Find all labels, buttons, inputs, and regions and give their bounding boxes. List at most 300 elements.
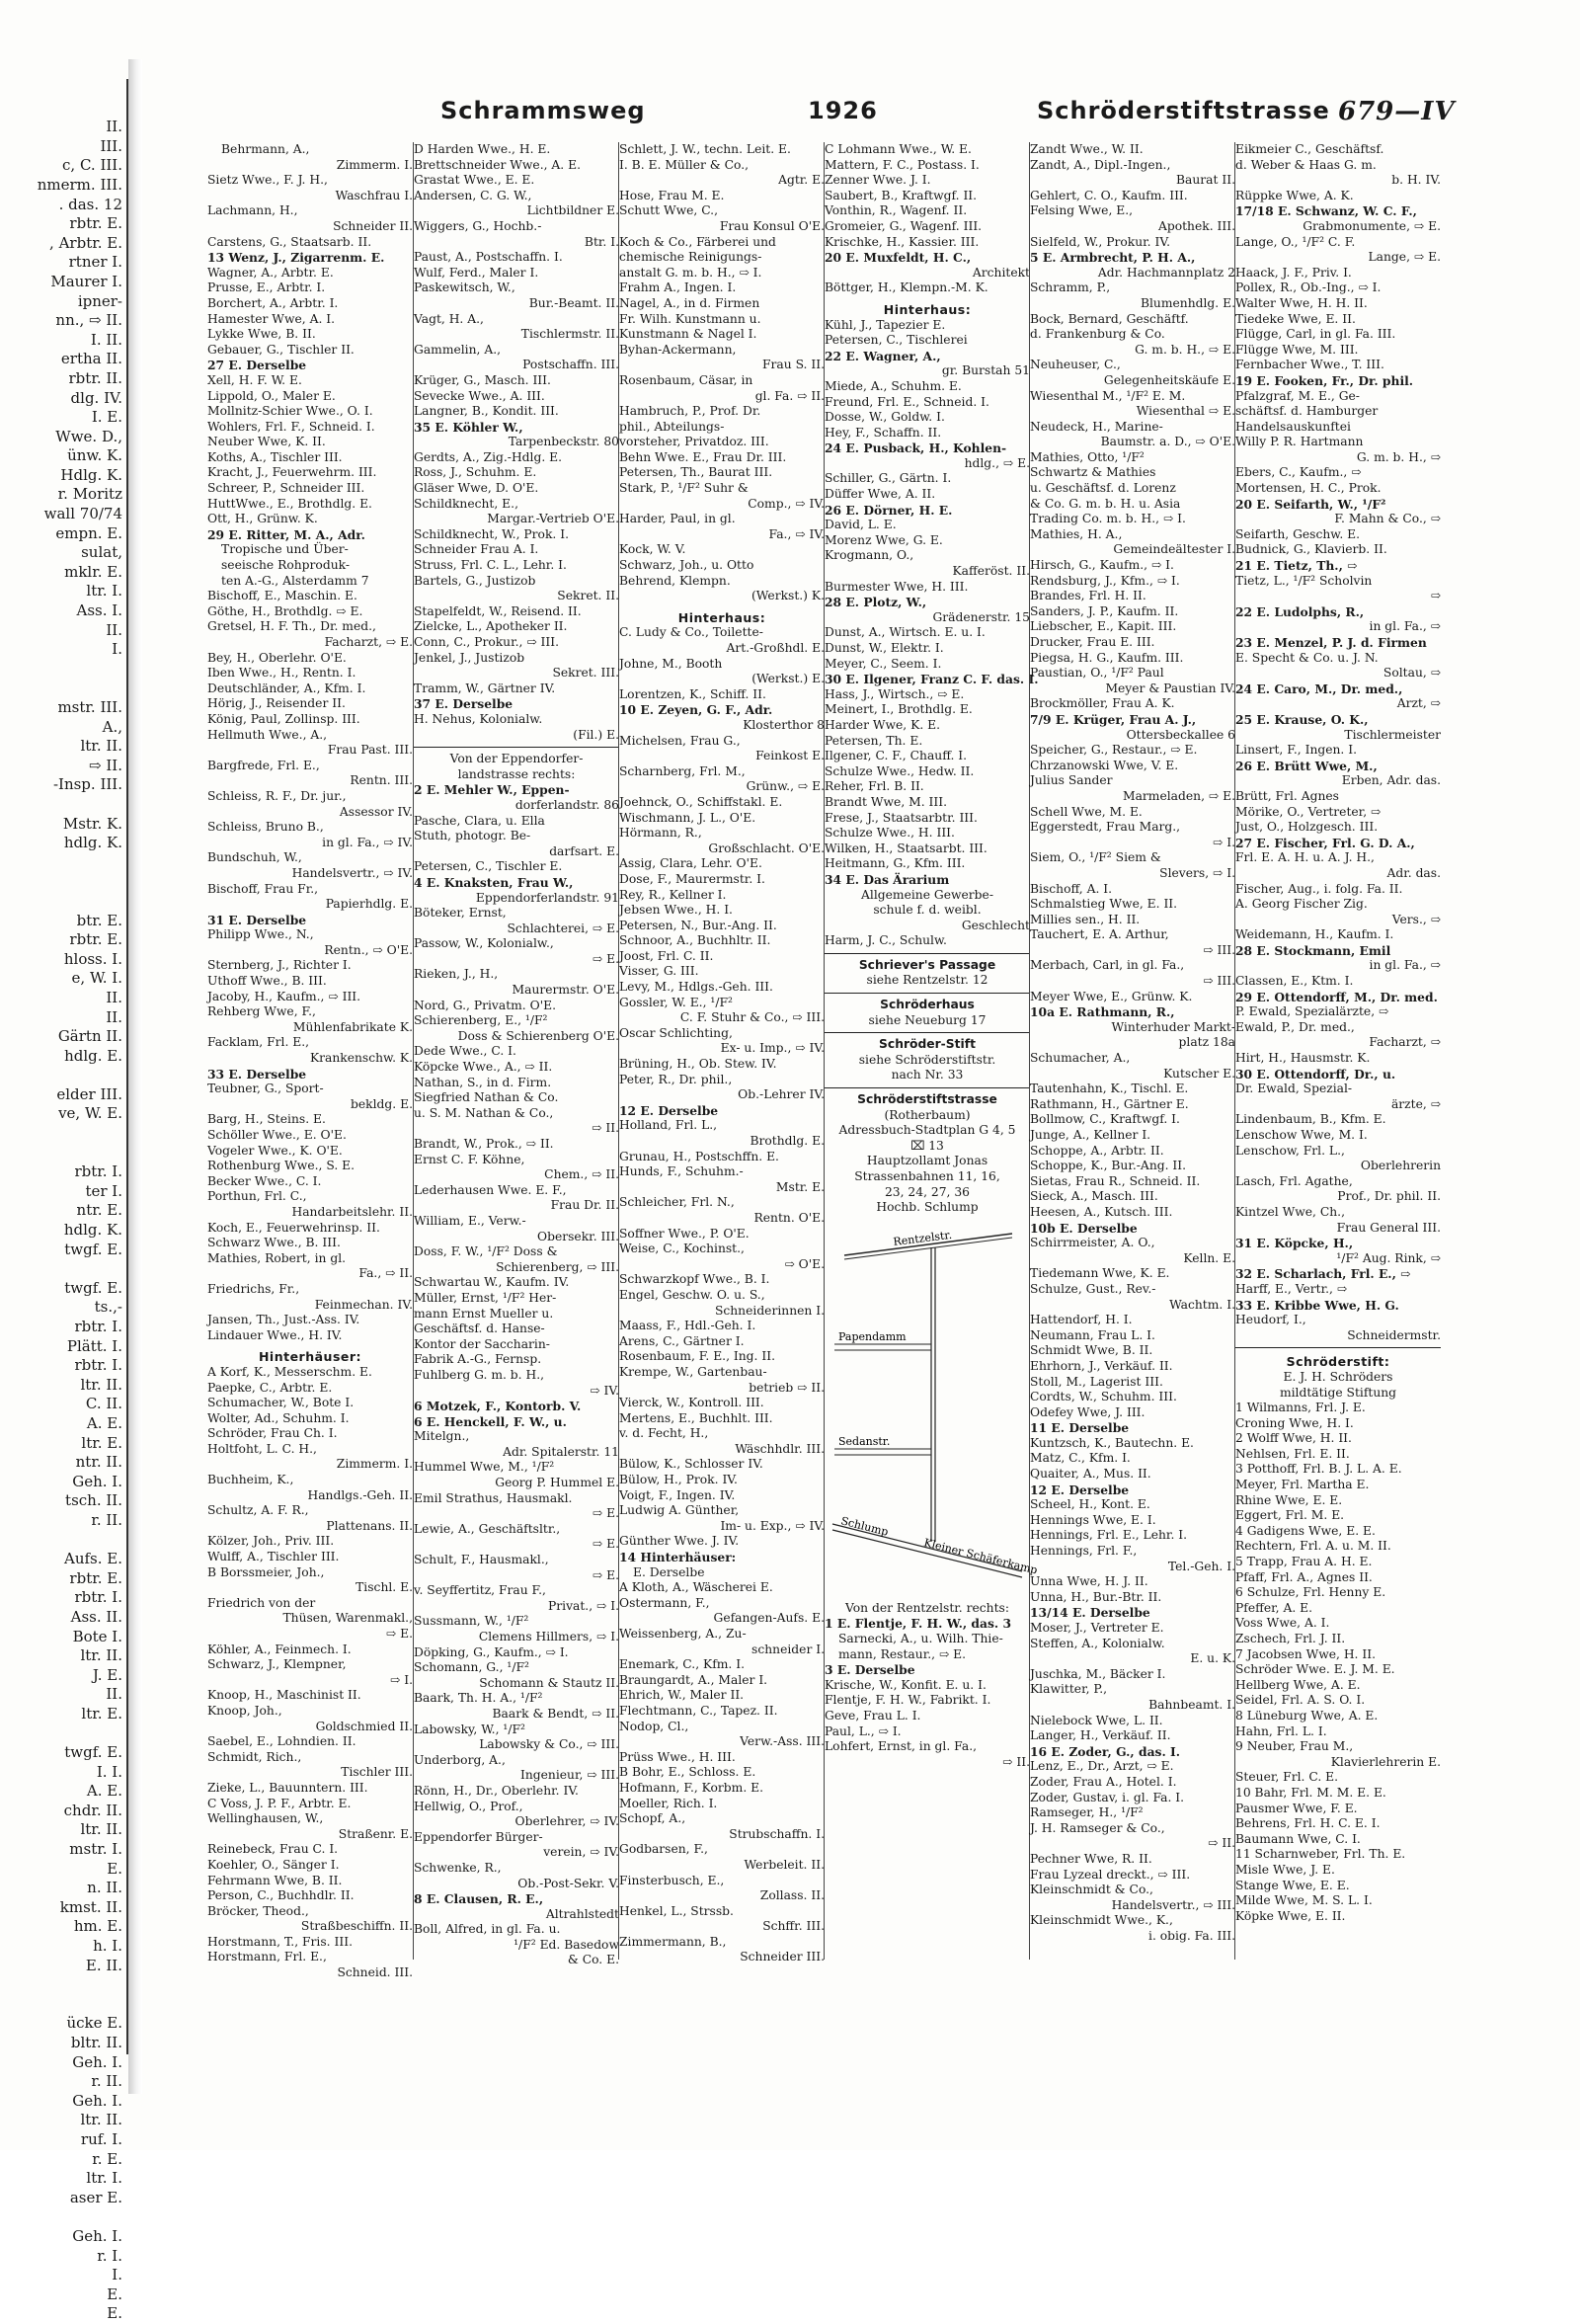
directory-entry: Frl. E. A. H. u. A. J. H., — [1235, 850, 1375, 865]
directory-entry: Sieck, A., Masch. III. — [1030, 1189, 1158, 1204]
directory-entry: Schlachterei, ⇨ E. — [507, 921, 619, 935]
directory-entry: Rendsburg, J., Kfm., ⇨ I. — [1030, 573, 1180, 588]
directory-entry: Milde Wwe, M. S. L. I. — [1235, 1893, 1373, 1908]
directory-entry: Schwarzkopf Wwe., B. I. — [619, 1272, 770, 1287]
directory-entry: Ewald, P., Dr. med., — [1235, 1019, 1355, 1034]
directory-entry: v. d. Fecht, H., — [619, 1426, 709, 1441]
directory-entry: Zollass. II. — [759, 1888, 825, 1903]
directory-entry: Joehnck, O., Schiffstakl. E. — [619, 794, 783, 809]
directory-entry: Becker Wwe., C. I. — [207, 1173, 322, 1188]
prev-page-fragment: II. — [106, 1685, 122, 1704]
prev-page-fragment: Plätt. I. — [66, 1336, 122, 1355]
directory-entry: Brothdlg. E. — [750, 1134, 825, 1148]
prev-page-fragment — [0, 1259, 126, 1279]
directory-entry: 5 E. Armbrecht, P. H. A., — [1030, 250, 1196, 266]
directory-entry: Lederhausen Wwe. E. F., — [414, 1182, 567, 1197]
directory-entry: Gossler, W. E., ¹/F² — [619, 995, 733, 1009]
directory-entry: Schramm, P., — [1030, 280, 1111, 295]
directory-entry: Adr. Hachmannplatz 2 — [1097, 265, 1235, 280]
directory-entry: Stark, P., ¹/F² Suhr & — [619, 481, 749, 496]
directory-entry: 11 E. Derselbe — [1030, 1420, 1130, 1436]
directory-entry: (Fil.) E. — [573, 727, 619, 742]
prev-page-fragment — [0, 679, 126, 698]
map-street-label: Rentzelstr. — [892, 1228, 953, 1248]
directory-entry: Paepke, C., Arbtr. E. — [207, 1380, 333, 1395]
directory-entry: Ilgener, C. F., Chauff. I. — [825, 749, 968, 763]
directory-entry: Mörike, O., Vertreter, ⇨ — [1235, 804, 1382, 819]
directory-entry: Schildknecht, W., Prok. I. — [414, 526, 569, 541]
directory-entry: Koehler, O., Sänger I. — [207, 1857, 340, 1872]
directory-entry: Adressbuch-Stadtplan G 4, 5 — [838, 1123, 1016, 1138]
directory-columns — [207, 142, 1442, 1980]
directory-entry: Schildknecht, E., — [414, 496, 518, 511]
directory-entry: 4 Gadigens Wwe, E. E. — [1235, 1523, 1376, 1538]
map-street-label: Schlump — [839, 1514, 890, 1539]
directory-entry: Baark & Bendt, ⇨ II. — [492, 1706, 619, 1721]
directory-entry: chemische Reinigungs- — [619, 250, 762, 265]
directory-entry: Fr. Wilh. Kunstmann u. — [619, 311, 761, 326]
prev-page-fragment: rbtr. E. — [69, 930, 122, 949]
directory-entry: Heesen, A., Kutsch. III. — [1030, 1204, 1173, 1219]
directory-entry: 37 E. Derselbe — [414, 696, 514, 712]
directory-entry: Schmalstieg Wwe, E. II. — [1030, 897, 1178, 912]
directory-entry: Maass, F., Hdl.-Geh. I. — [619, 1319, 756, 1333]
directory-entry: Hattendorf, H. I. — [1030, 1313, 1133, 1327]
directory-entry: Kühl, J., Tapezier E. — [825, 317, 946, 332]
directory-entry: 10 E. Zeyen, G. F., Adr. — [619, 702, 773, 718]
prev-page-fragment: ruf. I. — [80, 2129, 122, 2148]
directory-entry: Brüning, H., Ob. Stew. IV. — [619, 1057, 777, 1072]
directory-entry: Wiesenthal M., ¹/F² E. M. — [1030, 388, 1186, 403]
directory-entry: Ob.-Lehrer IV. — [738, 1087, 825, 1102]
prev-page-fragment: I. — [112, 640, 122, 659]
directory-entry: Günther Wwe. J. IV. — [619, 1534, 740, 1549]
directory-entry: Hunds, F., Schuhm.- — [619, 1164, 744, 1179]
directory-entry: Von der Rentzelstr. rechts: — [845, 1600, 1009, 1615]
directory-entry: Mstr. E. — [775, 1179, 825, 1194]
directory-entry: Zimmerm. I. — [336, 157, 413, 172]
directory-entry: Godbarsen, F., — [619, 1842, 708, 1857]
directory-entry: Michelsen, Frau G., — [619, 733, 741, 748]
directory-entry: B Bohr, E., Schloss. E. — [619, 1765, 756, 1780]
directory-entry: Kutscher E. — [1163, 1066, 1235, 1081]
directory-entry: Schleicher, Frl. N., — [619, 1195, 735, 1210]
directory-entry: Gemeindeältester I. — [1113, 542, 1235, 557]
prev-page-fragment: Gärtn II. — [57, 1027, 122, 1046]
prev-page-fragment: E. — [107, 1859, 122, 1878]
directory-entry: betrieb ⇨ II. — [749, 1380, 825, 1395]
directory-entry: Bischoff, Frau Fr., — [207, 881, 319, 896]
directory-entry: Facklam, Frl. E., — [207, 1035, 310, 1050]
prev-page-fragment: A. E. — [86, 1413, 122, 1432]
directory-entry: Lindenbaum, B., Kfm. E. — [1235, 1112, 1386, 1127]
directory-entry: Doss & Schierenberg O'E. — [457, 1028, 619, 1043]
prev-page-fragment: r. E. — [92, 2149, 122, 2168]
map-street-label: Papendamm — [838, 1329, 907, 1343]
directory-entry: Behrmann, A., — [221, 142, 310, 156]
directory-entry: Handelsauskunftei — [1235, 419, 1351, 434]
prev-page-fragment: ve, W. E. — [58, 1104, 122, 1123]
directory-entry: Großschlacht. O'E. — [708, 841, 825, 855]
directory-entry: Meyer, Frl. Martha E. — [1235, 1478, 1370, 1492]
directory-entry: (Werkst.) E. — [751, 672, 825, 686]
directory-entry: Emil Strathus, Hausmakl. — [414, 1490, 573, 1505]
directory-entry: Schöller Wwe., E. O'E. — [207, 1128, 347, 1142]
prev-page-fragment — [0, 1066, 126, 1085]
directory-entry: Unna Wwe, H. J. II. — [1030, 1574, 1148, 1589]
directory-entry: Henkel, L., Strssb. — [619, 1903, 734, 1918]
directory-entry: Hirsch, G., Kaufm., ⇨ I. — [1030, 558, 1174, 573]
directory-entry: Ernst C. F. Köhne, — [414, 1152, 525, 1166]
directory-entry: Hochb. Schlump — [876, 1200, 979, 1215]
prev-page-fragment: Geh. I. — [72, 2091, 122, 2110]
directory-entry: Comp., ⇨ IV. — [748, 496, 825, 511]
prev-page-fragment — [0, 660, 126, 680]
prev-page-fragment: ertha II. — [60, 350, 122, 368]
prev-page-fragment: I. — [112, 2266, 122, 2284]
directory-entry — [1235, 1347, 1441, 1348]
prev-page-fragment: Geh. I. — [72, 1472, 122, 1490]
directory-entry: Bey, H., Oberlehr. O'E. — [207, 650, 347, 665]
directory-entry: Allgemeine Gewerbe- — [861, 887, 993, 902]
directory-entry: J. H. Ramseger & Co., — [1030, 1820, 1165, 1835]
directory-entry: Paustian, O., ¹/F² Paul — [1030, 666, 1164, 681]
directory-entry: Strubschaffn. I. — [729, 1826, 825, 1841]
directory-entry: Sietas, Frau R., Schneid. II. — [1030, 1173, 1201, 1188]
directory-entry: Tauchert, E. A. Arthur, — [1030, 927, 1169, 942]
directory-entry: Handelsvertr., ⇨ III. — [1111, 1897, 1235, 1912]
directory-entry: ¹/F² Aug. Rink, ⇨ — [1336, 1250, 1441, 1265]
directory-entry: Koch, E., Feuerwehrinsp. II. — [207, 1220, 380, 1235]
directory-entry: Paul, L., ⇨ I. — [825, 1723, 902, 1738]
directory-entry: Hellberg Wwe, A. E. — [1235, 1677, 1361, 1692]
prev-page-fragment: r. I. — [97, 2246, 122, 2265]
directory-entry: Eggert, Frl. M. E. — [1235, 1508, 1345, 1523]
directory-entry: P. Ewald, Spezialärzte, ⇨ — [1235, 1004, 1389, 1019]
directory-entry: Weidemann, H., Kaufm. I. — [1235, 927, 1394, 942]
directory-entry: schule f. d. weibl. — [873, 903, 982, 918]
directory-entry: Harder, Paul, in gl. — [619, 512, 736, 526]
directory-entry: Döpking, G., Kaufm., ⇨ I. — [414, 1644, 569, 1659]
column-4 — [824, 142, 1039, 1960]
directory-entry: Pollex, R., Ob.-Ing., ⇨ I. — [1235, 280, 1382, 295]
directory-entry: Meyer Wwe, E., Grünw. K. — [1030, 989, 1193, 1003]
directory-entry: Krüger, G., Masch. III. — [414, 372, 551, 387]
directory-entry: William, E., Verw.- — [414, 1213, 526, 1228]
directory-entry: Baark, Th. H. A., ¹/F² — [414, 1691, 543, 1706]
directory-entry: ⇨ I. — [1213, 835, 1235, 849]
directory-entry: Hennings, Frl. E., Lehr. I. — [1030, 1528, 1188, 1543]
prev-page-fragment: ltr. II. — [80, 2111, 122, 2129]
directory-entry: Nielebock Wwe, L. II. — [1030, 1713, 1163, 1727]
previous-page-edge — [0, 79, 129, 2323]
directory-entry: Borchert, A., Arbtr. I. — [207, 295, 339, 310]
directory-entry: Thüsen, Warenmakl., — [282, 1611, 413, 1626]
directory-entry: Mitelgn., — [414, 1429, 470, 1444]
directory-entry: Vagt, H. A., — [414, 311, 484, 326]
directory-entry: Wohlers, Frl. F., Schneid. I. — [207, 419, 375, 434]
directory-entry: Lykke Wwe, B. II. — [207, 327, 316, 342]
directory-entry: 8 E. Clausen, R. E., — [414, 1891, 544, 1907]
directory-entry: Tiedemann Wwe, K. E. — [1030, 1266, 1170, 1281]
directory-entry: Gläser Wwe, D. O'E. — [414, 481, 539, 496]
directory-entry: 3 E. Derselbe — [825, 1662, 915, 1678]
directory-entry: Mortensen, H. C., Prok. — [1235, 481, 1382, 496]
directory-entry: 7 Jacobsen Wwe, H. II. — [1235, 1646, 1376, 1661]
directory-entry: Bröcker, Theod., — [207, 1903, 309, 1918]
directory-entry: Trading Co. m. b. H., ⇨ I. — [1030, 512, 1186, 526]
prev-page-fragment — [0, 99, 126, 119]
directory-entry: Winterhuder Markt- — [1111, 1019, 1235, 1034]
directory-entry: Fabrik A.-G., Fernsp. — [414, 1352, 542, 1367]
directory-entry: Lindauer Wwe., H. IV. — [207, 1327, 343, 1342]
directory-entry: A Kloth, A., Wäscherei E. — [619, 1580, 773, 1595]
directory-entry: Hennings Wwe, E. I. — [1030, 1512, 1156, 1527]
directory-entry: Schleiss, Bruno B., — [207, 820, 324, 835]
directory-entry: Tel.-Geh. I. — [1167, 1559, 1235, 1573]
directory-entry: Straßbeschiffn. II. — [300, 1919, 413, 1934]
directory-entry: Hass, J., Wirtsch., ⇨ E. — [825, 686, 965, 701]
directory-entry: Weissenberg, A., Zu- — [619, 1627, 747, 1641]
directory-entry: Köpcke Wwe., A., ⇨ II. — [414, 1060, 553, 1075]
directory-entry: Schwartz & Mathies — [1030, 465, 1156, 480]
directory-entry: Hambruch, P., Prof. Dr. — [619, 404, 761, 419]
directory-entry: E. J. H. Schröders — [1283, 1369, 1393, 1384]
prev-page-fragment — [0, 795, 126, 815]
prev-page-fragment: . das. 12 — [58, 195, 122, 213]
directory-entry: Reher, Frl. B. II. — [825, 779, 924, 794]
directory-entry: ¹/F² Ed. Basedow — [514, 1937, 619, 1952]
directory-entry: Tischlermeister — [1344, 727, 1441, 742]
directory-entry: Reinebeck, Frau C. I. — [207, 1842, 339, 1857]
prev-page-fragment: aser E. — [69, 2188, 122, 2206]
directory-entry: Frau General III. — [1336, 1220, 1441, 1235]
directory-entry: Labowsky & Co., ⇨ III. — [479, 1737, 619, 1752]
directory-entry: G. m. b. H., ⇨ — [1356, 449, 1441, 464]
directory-entry: Steffen, A., Kolonialw. — [1030, 1636, 1165, 1650]
directory-entry: Rosenbaum, Cäsar, in — [619, 372, 753, 387]
directory-entry: Brandes, Frl. H. II. — [1030, 589, 1146, 603]
directory-entry: Eppendorfer Bürger- — [414, 1829, 543, 1844]
directory-entry: Schleiss, R. F., Dr. jur., — [207, 788, 347, 803]
prev-page-fragment: II. — [106, 988, 122, 1006]
directory-entry: Sarnecki, A., u. Wilh. Thie- — [838, 1631, 1003, 1645]
directory-entry: 12 E. Derselbe — [619, 1102, 719, 1118]
directory-entry: Lenschow Wwe, M. I. — [1235, 1128, 1368, 1142]
directory-entry: ⇨ E. — [385, 1627, 413, 1641]
directory-entry: 5 Trapp, Frau A. H. E. — [1235, 1555, 1373, 1569]
prev-page-fragment: rbtr. I. — [74, 1356, 122, 1375]
prev-page-fragment — [0, 1975, 126, 1995]
prev-page-fragment: I. I. — [96, 1762, 122, 1781]
directory-entry: mann Ernst Mueller u. — [414, 1306, 554, 1321]
directory-entry: Lasch, Frl. Agathe, — [1235, 1173, 1353, 1188]
directory-entry: Passow, W., Kolonialw., — [414, 936, 554, 951]
directory-entry: Grünw., ⇨ E. — [746, 779, 825, 794]
directory-entry: 6 Schulze, Frl. Henny E. — [1235, 1585, 1386, 1600]
directory-entry: Krankenschw. K. — [309, 1051, 413, 1066]
directory-entry: 33 E. Kribbe Wwe, H. G. — [1235, 1297, 1399, 1313]
directory-entry: Behn Wwe. E., Frau Dr. III. — [619, 449, 787, 464]
directory-entry: 28 E. Plotz, W., — [825, 595, 927, 610]
directory-entry: 30 E. Ottendorff, Dr., u. — [1235, 1066, 1396, 1082]
directory-entry: Mathies, Otto, ¹/F² — [1030, 449, 1145, 464]
directory-entry: Fernbacher Wwe., T. III. — [1235, 358, 1384, 372]
prev-page-fragment: elder III. — [56, 1084, 122, 1103]
directory-entry: Visser, G. III. — [619, 964, 699, 979]
street-map-drawing — [825, 1216, 1039, 1601]
directory-entry: Siem, O., ¹/F² Siem & — [1030, 850, 1161, 865]
directory-entry: Grastat Wwe., E. E. — [414, 173, 535, 188]
prev-page-fragment: Wwe. D., — [55, 427, 122, 445]
directory-entry: Geschlecht — [961, 918, 1030, 932]
directory-entry: mildtätige Stiftung — [1279, 1385, 1397, 1400]
directory-entry: Barg, H., Steins. E. — [207, 1112, 326, 1127]
directory-entry: landstrasse rechts: — [457, 766, 576, 781]
directory-entry: Rothenburg Wwe., S. E. — [207, 1159, 356, 1173]
directory-entry: Bundschuh, W., — [207, 850, 302, 865]
directory-entry: Buchheim, K., — [207, 1473, 294, 1487]
directory-entry: Rentn. III. — [350, 773, 413, 788]
directory-entry: Rüppke Wwe, A. K. — [1235, 188, 1354, 202]
directory-entry: E. u. K. — [1190, 1651, 1235, 1666]
directory-entry: Neumann, Frau L. I. — [1030, 1327, 1155, 1342]
directory-entry: Vers., ⇨ — [1391, 912, 1441, 926]
directory-entry: Papierhdlg. E. — [325, 897, 413, 912]
directory-entry: schäftsf. d. Hamburger — [1235, 404, 1379, 419]
directory-entry: Steuer, Frl. C. E. — [1235, 1770, 1339, 1785]
prev-page-fragment: mstr. I. — [69, 1840, 122, 1859]
book-gutter — [128, 59, 142, 2094]
prev-page-fragment: rbtr. E. — [69, 1568, 122, 1587]
prev-page-fragment: h. I. — [93, 1937, 122, 1955]
prev-page-fragment: n. II. — [87, 1879, 122, 1897]
directory-entry: Ob.-Post-Sekr. V. — [517, 1876, 619, 1890]
directory-entry: Peter, R., Dr. phil., — [619, 1072, 733, 1086]
directory-entry: Schneidermstr. — [1347, 1327, 1441, 1342]
directory-entry: Obersekr. III. — [537, 1229, 619, 1243]
directory-entry: Neuber Wwe, K. II. — [207, 435, 326, 449]
directory-entry: Klawitter, P., — [1030, 1682, 1108, 1697]
directory-entry: Im- u. Exp., ⇨ IV. — [720, 1518, 825, 1533]
directory-entry: Cordts, W., Schuhm. III. — [1030, 1390, 1177, 1404]
column-3 — [618, 142, 825, 1964]
directory-entry: Sekret. III. — [552, 666, 619, 681]
directory-entry: C Voss, J. P. F., Arbtr. E. — [207, 1796, 352, 1810]
directory-entry: Deutschländer, A., Kfm. I. — [207, 681, 366, 695]
directory-entry: Labowsky, W., ¹/F² — [414, 1722, 525, 1736]
directory-entry: 1 E. Flentje, F. H. W., das. 3 — [825, 1616, 1012, 1632]
directory-entry: Bock, Bernard, Geschäftf. — [1030, 311, 1189, 326]
directory-entry: Schwenke, R., — [414, 1860, 502, 1875]
prev-page-fragment: mklr. E. — [64, 562, 122, 581]
prev-page-fragment: Bote I. — [72, 1627, 122, 1645]
directory-entry: Schumacher, A., — [1030, 1051, 1131, 1066]
directory-entry: Doss, F. W., ¹/F² Doss & — [414, 1244, 558, 1259]
column-1 — [207, 142, 413, 1980]
directory-entry: Classen, E., Ktm. I. — [1235, 974, 1354, 989]
directory-entry: 26 E. Dörner, H. E. — [825, 502, 953, 518]
prev-page-fragment: bltr. II. — [70, 2033, 122, 2051]
prev-page-fragment: ⇨ II. — [89, 756, 122, 774]
directory-entry: Brandt, W., Prok., ⇨ II. — [414, 1137, 554, 1151]
directory-entry: Arens, C., Gärtner I. — [619, 1333, 745, 1348]
directory-entry: Schneider III. — [740, 1950, 825, 1964]
directory-entry: Gehlert, C. O., Kaufm. III. — [1030, 188, 1188, 202]
directory-entry: 17/18 E. Schwanz, W. C. F., — [1235, 203, 1417, 219]
directory-entry: Chrzanowski Wwe, V. E. — [1030, 758, 1179, 772]
directory-entry: Holland, Frl. L., — [619, 1118, 718, 1133]
directory-entry: Conn, C., Prokur., ⇨ III. — [414, 635, 560, 649]
directory-entry: Flechtmann, C., Tapez. II. — [619, 1703, 778, 1718]
prev-page-fragment: Maurer I. — [50, 272, 122, 290]
directory-entry: Paust, A., Postschaffn. I. — [414, 250, 563, 265]
directory-entry: Handarbeitslehr. II. — [291, 1204, 413, 1219]
directory-entry: anstalt G. m. b. H., ⇨ I. — [619, 265, 762, 280]
prev-page-fragment: c, C. III. — [62, 156, 122, 175]
directory-entry: Fehrmann Wwe, B. II. — [207, 1873, 343, 1887]
directory-entry: Rhine Wwe, E. E. — [1235, 1492, 1343, 1507]
directory-entry: Hirt, H., Hausmstr. K. — [1235, 1051, 1371, 1066]
directory-entry: Scharnberg, Frl. M., — [619, 763, 746, 778]
prev-page-fragment: ünw. K. — [67, 446, 122, 465]
directory-entry: Schwartau W., Kaufm. IV. — [414, 1275, 570, 1290]
directory-entry: Byhan-Ackermann, — [619, 342, 737, 357]
directory-entry: Soffner Wwe., P. O'E. — [619, 1226, 750, 1241]
directory-entry: Adr. Spitalerstr. 11 — [503, 1444, 619, 1459]
directory-entry: Teubner, G., Sport- — [207, 1082, 324, 1096]
directory-entry: Wäschhdlr. III. — [735, 1441, 825, 1456]
directory-entry: Drucker, Frau E. III. — [1030, 635, 1155, 649]
directory-entry: David, L. E. — [825, 518, 897, 532]
directory-entry: Schneid. III. — [337, 1965, 413, 1980]
directory-entry: Langer, H., Verkäuf. II. — [1030, 1728, 1171, 1743]
directory-entry: Hose, Frau M. E. — [619, 188, 725, 202]
directory-entry: Schiller, G., Gärtn. I. — [825, 471, 952, 486]
directory-entry: Schierenberg, ⇨ III. — [496, 1259, 619, 1274]
directory-entry: Hörmann, R., — [619, 826, 702, 841]
directory-entry: Düffer Wwe, A. II. — [825, 487, 936, 502]
directory-entry: Schopf, A., — [619, 1811, 686, 1826]
directory-entry: Schierenberg, E., ¹/F² — [414, 1013, 548, 1028]
directory-entry: in gl. Fa., ⇨ — [1369, 619, 1441, 634]
directory-entry: Heitmann, G., Kfm. III. — [825, 856, 966, 871]
directory-entry: ten A.-G., Alsterdamm 7 — [221, 573, 369, 588]
directory-entry: gl. Fa. ⇨ II. — [754, 388, 825, 403]
directory-entry: Tiedeke Wwe, E. II. — [1235, 311, 1356, 326]
directory-entry: Nodop, Cl., — [619, 1719, 689, 1733]
directory-entry: in gl. Fa., ⇨ IV. — [322, 835, 413, 849]
directory-entry: Saubert, B., Kraftwgf. II. — [825, 188, 978, 202]
directory-entry: 12 E. Derselbe — [1030, 1482, 1130, 1497]
directory-entry: Frahm A., Ingen. I. — [619, 280, 737, 295]
directory-entry: Zandt Wwe., W. II. — [1030, 142, 1144, 156]
directory-entry: Schlett, J. W., techn. Leit. E. — [619, 142, 791, 156]
directory-entry: Maurermstr. O'E. — [512, 983, 619, 998]
directory-entry: Philipp Wwe., N., — [207, 927, 314, 942]
directory-entry: u. Geschäftsf. d. Lorenz — [1030, 481, 1176, 496]
directory-entry: Schwarz, Joh., u. Otto — [619, 558, 754, 573]
directory-entry: Rentn. O'E. — [753, 1210, 825, 1225]
directory-entry: 2 E. Mehler W., Eppen- — [414, 782, 570, 798]
directory-entry: Lohfert, Ernst, in gl. Fa., — [825, 1739, 978, 1754]
directory-entry: Lorentzen, K., Schiff. II. — [619, 686, 766, 701]
prev-page-fragment: ltr. I. — [86, 582, 122, 601]
directory-entry: Kölzer, Joh., Priv. III. — [207, 1534, 335, 1549]
directory-entry: Sielfeld, W., Prokur. IV. — [1030, 234, 1171, 249]
directory-entry: Lichtbildner E. — [526, 203, 619, 218]
directory-entry: Fuhlberg G. m. b. H., — [414, 1367, 545, 1382]
